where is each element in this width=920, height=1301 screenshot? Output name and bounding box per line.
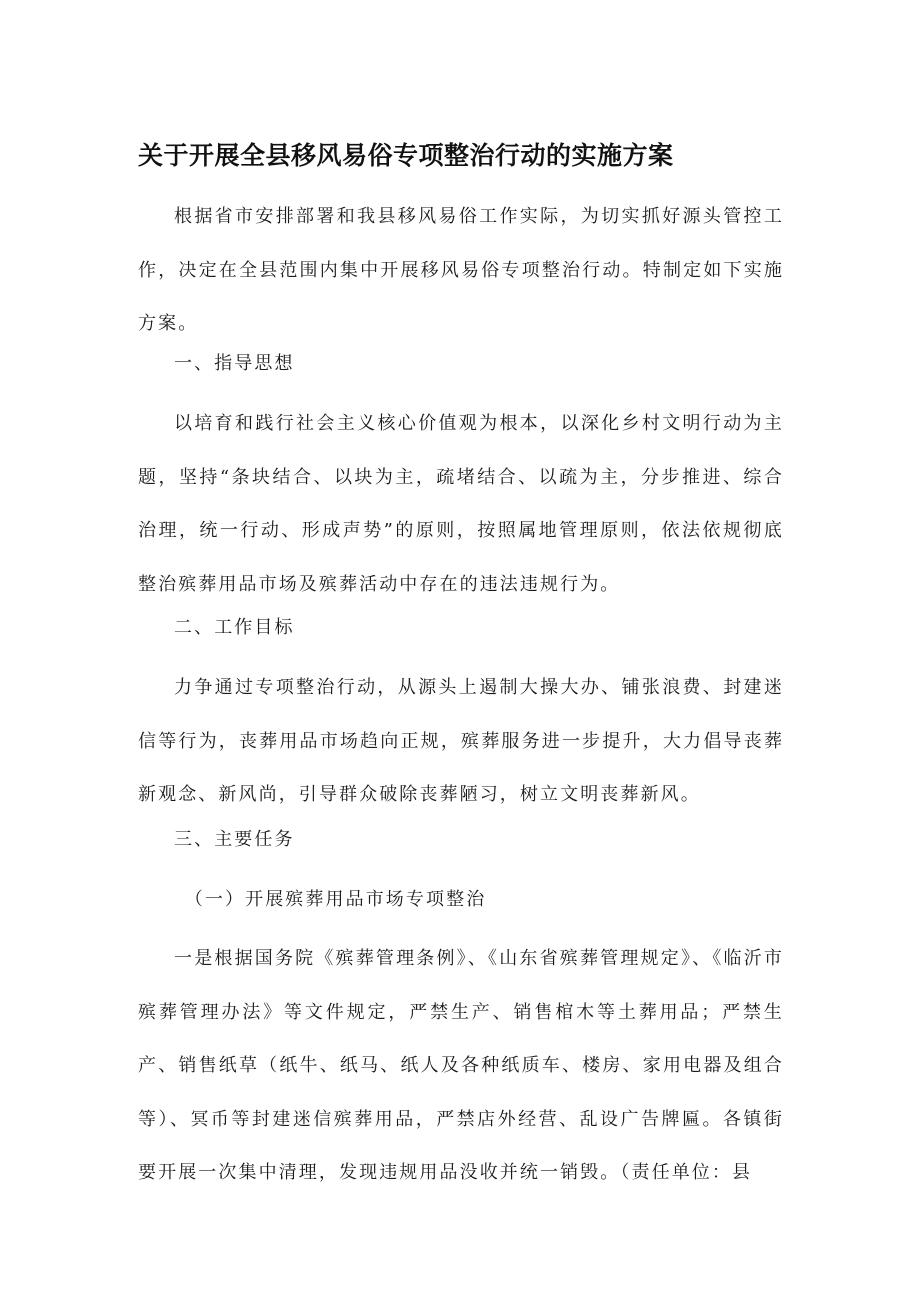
document-title: 关于开展全县移风易俗专项整治行动的实施方案 (138, 141, 674, 170)
section-heading-work-goals: 二、工作目标 (174, 617, 295, 638)
market-rectification-paragraph: 一是根据国务院《殡葬管理条例》、《山东省殡葬管理规定》、《临沂市殡葬管理办法》等文件规定，严禁生产、销售棺木等土葬用品；严禁生产、销售纸草（纸牛、纸马、纸人及各种纸质车、楼房、家用电器及组合等）、冥币等封建迷信殡葬用品，严禁店外经营、乱设广告牌匾。各镇街要开展一次集中清理，发现违规用品没收并统一销毁。（责任单位：县 (138, 948, 784, 1183)
guiding-ideology-paragraph: 以培育和践行社会主义核心价值观为根本，以深化乡村文明行动为主题，坚持“条块结合、以块为主，疏堵结合、以疏为主，分步推进、综合治理，统一行动、形成声势”的原则，按照属地管理原则，依法依规彻底整治殡葬用品市场及殡葬活动中存在的违法违规行为。 (138, 413, 784, 595)
section-heading-main-tasks: 三、主要任务 (174, 829, 295, 850)
intro-paragraph: 根据省市安排部署和我县移风易俗工作实际，为切实抓好源头管控工作，决定在全县范围内集中开展移风易俗专项整治行动。特制定如下实施方案。 (138, 206, 784, 334)
section-heading-guiding-ideology: 一、指导思想 (174, 353, 295, 374)
subsection-heading-market-rectification: （一）开展殡葬用品市场专项整治 (184, 889, 487, 910)
work-goals-paragraph: 力争通过专项整治行动，从源头上遏制大操大办、铺张浪费、封建迷信等行为，丧葬用品市场趋向正规，殡葬服务进一步提升，大力倡导丧葬新观念、新风尚，引导群众破除丧葬陋习，树立文明丧葬新风。 (138, 677, 784, 805)
